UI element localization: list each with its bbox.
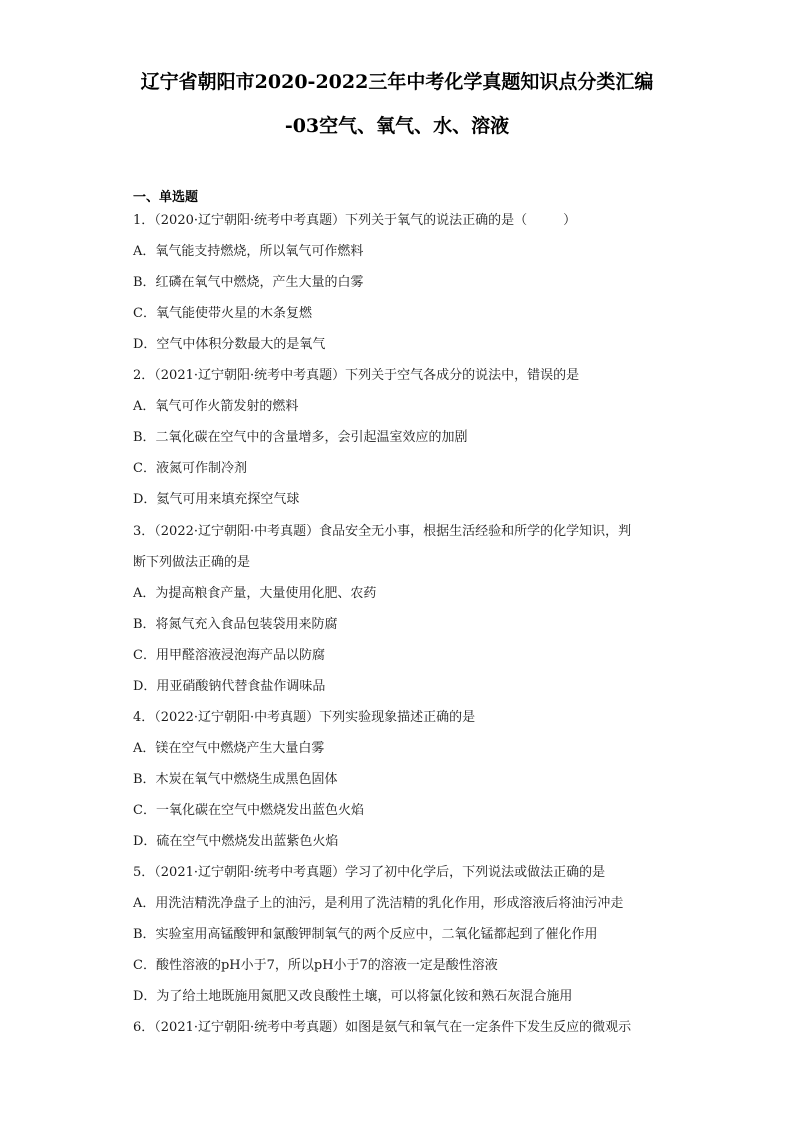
question-3-stem-continued: 断下列做法正确的是	[133, 555, 251, 570]
question-4-option-d: D．硫在空气中燃烧发出蓝紫色火焰	[133, 834, 339, 849]
question-4-option-b: B．木炭在氧气中燃烧生成黑色固体	[133, 772, 338, 787]
question-5-option-a: A．用洗洁精洗净盘子上的油污，是利用了洗洁精的乳化作用，形成溶液后将油污冲走	[133, 896, 624, 911]
question-3-option-b: B．将氮气充入食品包装袋用来防腐	[133, 617, 338, 632]
question-1-option-d: D．空气中体积分数最大的是氧气	[133, 337, 326, 352]
question-1-option-c: C．氧气能使带火星的木条复燃	[133, 306, 312, 321]
question-4-option-c: C．一氧化碳在空气中燃烧发出蓝色火焰	[133, 803, 364, 818]
question-2-option-b: B．二氧化碳在空气中的含量增多，会引起温室效应的加剧	[133, 430, 468, 445]
question-6-stem: 6．（2021·辽宁朝阳·统考中考真题）如图是氨气和氧气在一定条件下发生反应的微观示	[133, 1020, 632, 1035]
section-heading: 一、单选题	[133, 190, 199, 205]
question-2-stem: 2．（2021·辽宁朝阳·统考中考真题）下列关于空气各成分的说法中，错误的是	[133, 368, 580, 383]
question-2-option-a: A．氧气可作火箭发射的燃料	[133, 399, 299, 414]
question-5-option-b: B．实验室用高锰酸钾和氯酸钾制氧气的两个反应中，二氧化锰都起到了催化作用	[133, 927, 598, 942]
question-5-option-c: C．酸性溶液的pH小于7，所以pH小于7的溶液一定是酸性溶液	[133, 958, 498, 973]
question-1-stem: 1．（2020·辽宁朝阳·统考中考真题）下列关于氧气的说法正确的是（ ）	[133, 213, 577, 228]
question-2-option-c: C．液氮可作制冷剂	[133, 461, 247, 476]
question-5-option-d: D．为了给土地既施用氮肥又改良酸性土壤，可以将氯化铵和熟石灰混合施用	[133, 989, 573, 1004]
question-3-option-c: C．用甲醛溶液浸泡海产品以防腐	[133, 648, 325, 663]
question-1-option-b: B．红磷在氧气中燃烧，产生大量的白雾	[133, 275, 364, 290]
question-1-option-a: A．氧气能支持燃烧，所以氧气可作燃料	[133, 244, 364, 259]
document-title-line2: -03空气、氧气、水、溶液	[284, 115, 510, 137]
question-3-stem: 3．（2022·辽宁朝阳·中考真题）食品安全无小事，根据生活经验和所学的化学知识，判	[133, 524, 632, 539]
question-3-option-a: A．为提高粮食产量，大量使用化肥、农药	[133, 586, 377, 601]
question-4-option-a: A．镁在空气中燃烧产生大量白雾	[133, 741, 325, 756]
question-4-stem: 4．（2022·辽宁朝阳·中考真题）下列实验现象描述正确的是	[133, 710, 476, 725]
question-2-option-d: D．氦气可用来填充探空气球	[133, 492, 300, 507]
question-5-stem: 5．（2021·辽宁朝阳·统考中考真题）学习了初中化学后，下列说法或做法正确的是	[133, 865, 606, 880]
question-3-option-d: D．用亚硝酸钠代替食盐作调味品	[133, 679, 326, 694]
document-title-line1: 辽宁省朝阳市2020-2022三年中考化学真题知识点分类汇编	[140, 71, 654, 93]
